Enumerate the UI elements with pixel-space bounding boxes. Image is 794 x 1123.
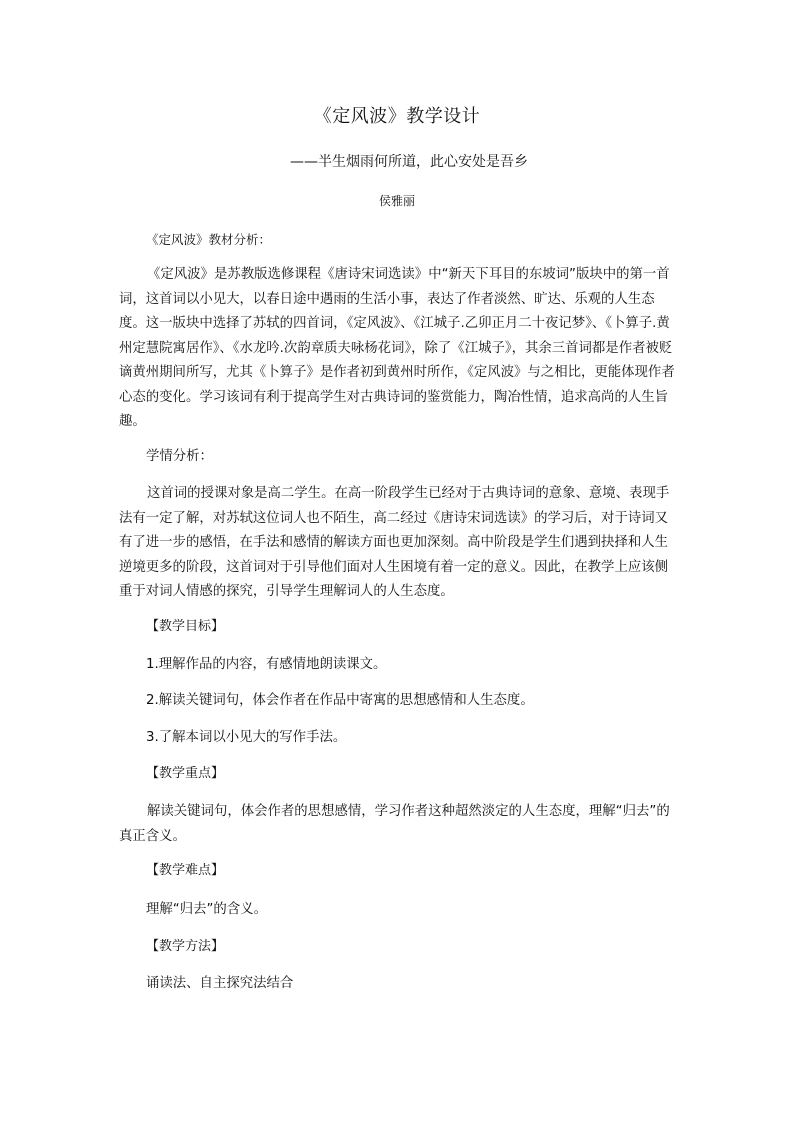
- teaching-difficulty-text: 理解“归去”的含义。: [146, 902, 267, 917]
- document-title: 《定风波》教学设计: [313, 106, 481, 127]
- teaching-goal-item: 1.理解作品的内容，有感情地朗读课文。: [146, 657, 387, 672]
- student-analysis-heading: 学情分析：: [146, 449, 213, 464]
- teaching-goals-heading: 【教学目标】: [146, 619, 225, 634]
- teaching-focus-paragraph: 解读关键词句，体会作者的思想感情，学习作者这种超然淡定的人生态度，理解“归去”的真正含义。: [119, 804, 670, 844]
- document-subtitle: ——半生烟雨何所道，此心安处是吾乡: [290, 154, 528, 170]
- teaching-goal-item: 3.了解本词以小见大的写作手法。: [146, 730, 347, 745]
- document-author: 侯雅丽: [378, 194, 415, 208]
- student-analysis-paragraph: 这首词的授课对象是高二学生。在高一阶段学生已经对于古典诗词的意象、意境、表现手法有一定了解，对苏轼这位词人也不陌生，高二经过《唐诗宋词选读》的学习后，对于诗词又有了进一步的感悟，在手法和感情的解读方面也更加深刻。高中阶段是学生们遇到抉择和人生逆境更多的阶段，这首词对于引导他们面对人生困境有着一定的意义。因此，在教学上应该侧重于对词人情感的探究，引导学生理解词人的人生态度。: [119, 486, 670, 599]
- material-analysis-paragraph: 《定风波》是苏教版选修课程《唐诗宋词选读》中“新天下耳目的东坡词”版块中的第一首词，这首词以小见大，以春日途中遇雨的生活小事，表达了作者淡然、旷达、乐观的人生态度。这一版块中选择了苏轼的四首词，《定风波》、《江城子.乙卯正月二十夜记梦》、《卜算子.黄州定慧院寓居作》、《水龙吟.次韵章质夫咏杨花词》，除了《江城子》，其余三首词都是作者被贬谪黄州期间所写，尤其《卜算子》是作者初到黄州时所作，《定风波》与之相比，更能体现作者心态的变化。学习该词有利于提高学生对古典诗词的鉴赏能力，陶冶性情，追求高尚的人生旨趣。: [119, 267, 675, 429]
- teaching-method-heading: 【教学方法】: [146, 939, 225, 954]
- material-analysis-heading: 《定风波》教材分析：: [146, 232, 272, 247]
- teaching-difficulty-heading: 【教学难点】: [146, 863, 225, 878]
- teaching-goal-item: 2.解读关键词句，体会作者在作品中寄寓的思想感情和人生态度。: [146, 693, 534, 708]
- teaching-focus-heading: 【教学重点】: [146, 766, 225, 781]
- teaching-method-text: 诵读法、自主探究法结合: [146, 976, 294, 991]
